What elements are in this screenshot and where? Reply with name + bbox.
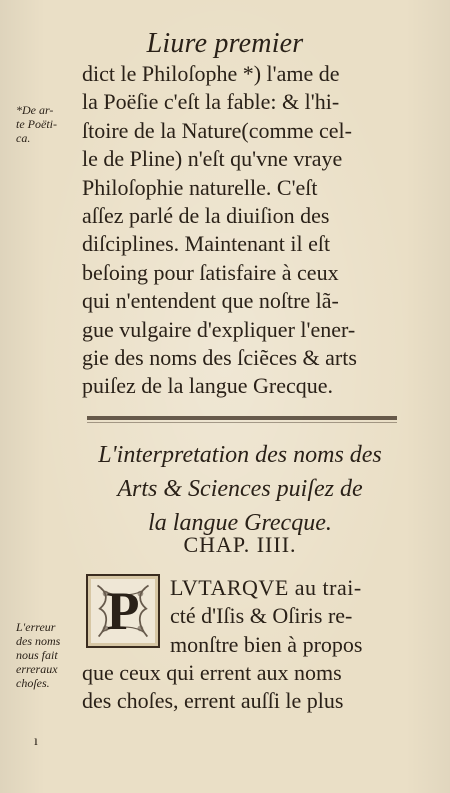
text-line: la Poëſie c'eſt la fable: & l'hi- (82, 89, 340, 115)
dropcap-letter: P (106, 581, 140, 641)
text-line: gie des noms des ſciẽces & arts (82, 344, 357, 370)
body-text-beside-initial (170, 574, 405, 659)
margin-note-line: erreraux (16, 662, 58, 676)
text-line: des choſes, errent auſſi le plus (82, 688, 344, 714)
text-line: ſtoire de la Nature(comme cel- (82, 117, 352, 143)
text-line: qui n'entendent que noſtre lã- (82, 288, 339, 314)
title-line: L'interpretation des noms des (98, 442, 382, 468)
body-text-top (82, 60, 400, 401)
margin-note-line: nous fait (16, 648, 58, 662)
margin-note-erreur-des-noms (16, 620, 60, 690)
margin-note-line: ca. (16, 131, 31, 145)
text-line: cté d'Iſis & Oſiris re- (170, 603, 353, 629)
text-line: aſſez parlé de la diuiſion des (82, 202, 330, 228)
text-line: Philoſophie naturelle. C'eſt (82, 174, 318, 200)
margin-note-line: choſes. (16, 676, 50, 690)
text-line: diſciplines. Maintenant il eſt (82, 231, 331, 257)
text-line: beſoing pour ſatisfaire à ceux (82, 259, 339, 285)
ink-mark: ı (34, 734, 38, 749)
margin-note-de-arte-poetica (16, 103, 57, 145)
text-line: gue vulgaire d'expliquer l'ener- (82, 316, 356, 342)
margin-note-line: *De ar- (16, 103, 54, 117)
decorated-initial (86, 574, 160, 648)
margin-note-line: des noms (16, 634, 61, 648)
section-title (80, 438, 400, 540)
margin-note-line: te Poëti- (16, 117, 57, 131)
text-line: LVTARQVE au trai- (170, 575, 362, 600)
text-line: monſtre bien à propos (170, 631, 363, 657)
text-line: dict le Philoſophe *) l'ame de (82, 61, 340, 86)
title-line: la langue Grecque. (148, 510, 332, 536)
body-text-bottom (82, 659, 400, 716)
section-divider (87, 416, 397, 420)
running-header: Liure premier (146, 28, 304, 59)
margin-note-line: L'erreur (16, 620, 56, 634)
title-line: Arts & Sciences puiſez de (117, 476, 363, 502)
text-line: le de Pline) n'eſt qu'vne vraye (82, 146, 343, 172)
text-line: puiſez de la langue Grecque. (82, 373, 334, 399)
text-line: que ceux qui errent aux noms (82, 660, 342, 685)
chapter-heading: CHAP. IIII. (183, 532, 297, 557)
